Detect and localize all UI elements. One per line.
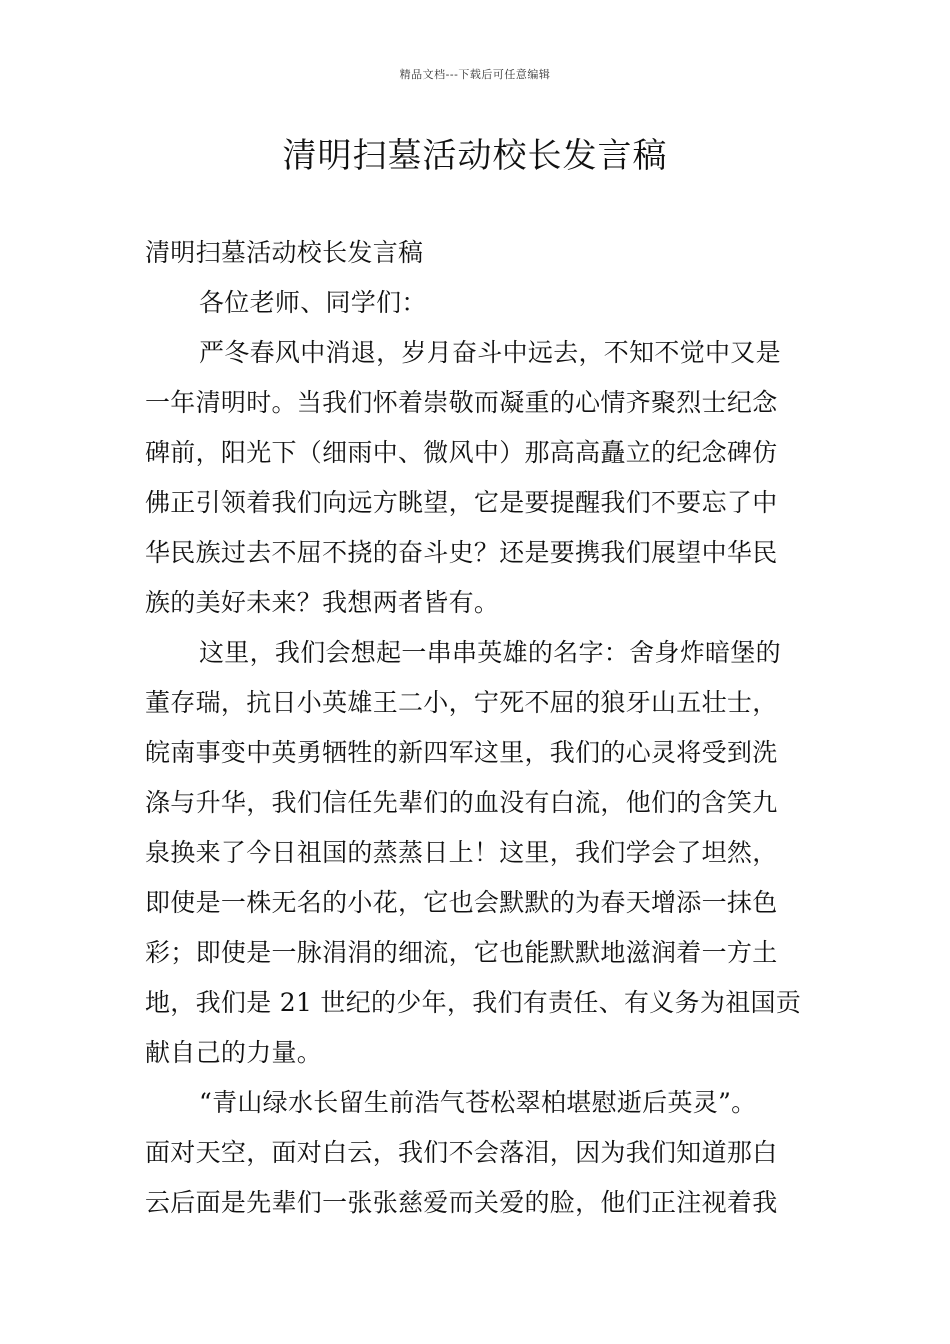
paragraph-line: 一年清明时。当我们怀着崇敬而凝重的心情齐聚烈士纪念 [145, 388, 778, 417]
paragraph-line: 皖南事变中英勇牺牲的新四军这里，我们的心灵将受到洗 [145, 738, 778, 767]
paragraph [145, 628, 810, 1078]
paragraph-line: 面对天空，面对白云，我们不会落泪，因为我们知道那白 [145, 1138, 778, 1167]
paragraph-line: 献自己的力量。 [145, 1038, 323, 1067]
paragraph [145, 1078, 810, 1228]
paragraph-line: 云后面是先辈们一张张慈爱而关爱的脸，他们正注视着我 [145, 1188, 778, 1217]
paragraph-line: 这里，我们会想起一串串英雄的名字：舍身炸暗堡的 [199, 638, 781, 667]
header-note: 精品文档---下载后可任意编辑 [399, 68, 551, 81]
paragraph-line: 碑前，阳光下（细雨中、微风中）那高高矗立的纪念碑仿 [145, 438, 778, 467]
paragraph-line: 华民族过去不屈不挠的奋斗史？还是要携我们展望中华民 [145, 538, 778, 567]
document-body [145, 228, 810, 1228]
paragraph [145, 328, 810, 628]
greeting: 各位老师、同学们： [199, 288, 427, 317]
document-title: 清明扫墓活动校长发言稿 [282, 136, 668, 176]
paragraph-line: 族的美好未来？我想两者皆有。 [145, 588, 500, 617]
paragraph-line: 严冬春风中消退，岁月奋斗中远去，不知不觉中又是 [199, 338, 781, 367]
paragraph-line: 即使是一株无名的小花，它也会默默的为春天增添一抹色 [145, 888, 778, 917]
paragraph-line: 佛正引领着我们向远方眺望，它是要提醒我们不要忘了中 [145, 488, 778, 517]
paragraph-line: 涤与升华，我们信任先辈们的血没有白流，他们的含笑九 [145, 788, 778, 817]
paragraph-line: 地，我们是 21 世纪的少年，我们有责任、有义务为祖国贡 [145, 988, 802, 1017]
paragraph-line: 董存瑞，抗日小英雄王二小，宁死不屈的狼牙山五壮士， [145, 688, 778, 717]
paragraph-line: “青山绿水长留生前浩气苍松翠柏堪慰逝后英灵”。 [199, 1088, 757, 1117]
paragraph-line: 泉换来了今日祖国的蒸蒸日上！这里，我们学会了坦然， [145, 838, 778, 867]
body-subtitle: 清明扫墓活动校长发言稿 [145, 238, 424, 267]
paragraph-line: 彩；即使是一脉涓涓的细流，它也能默默地滋润着一方土 [145, 938, 778, 967]
